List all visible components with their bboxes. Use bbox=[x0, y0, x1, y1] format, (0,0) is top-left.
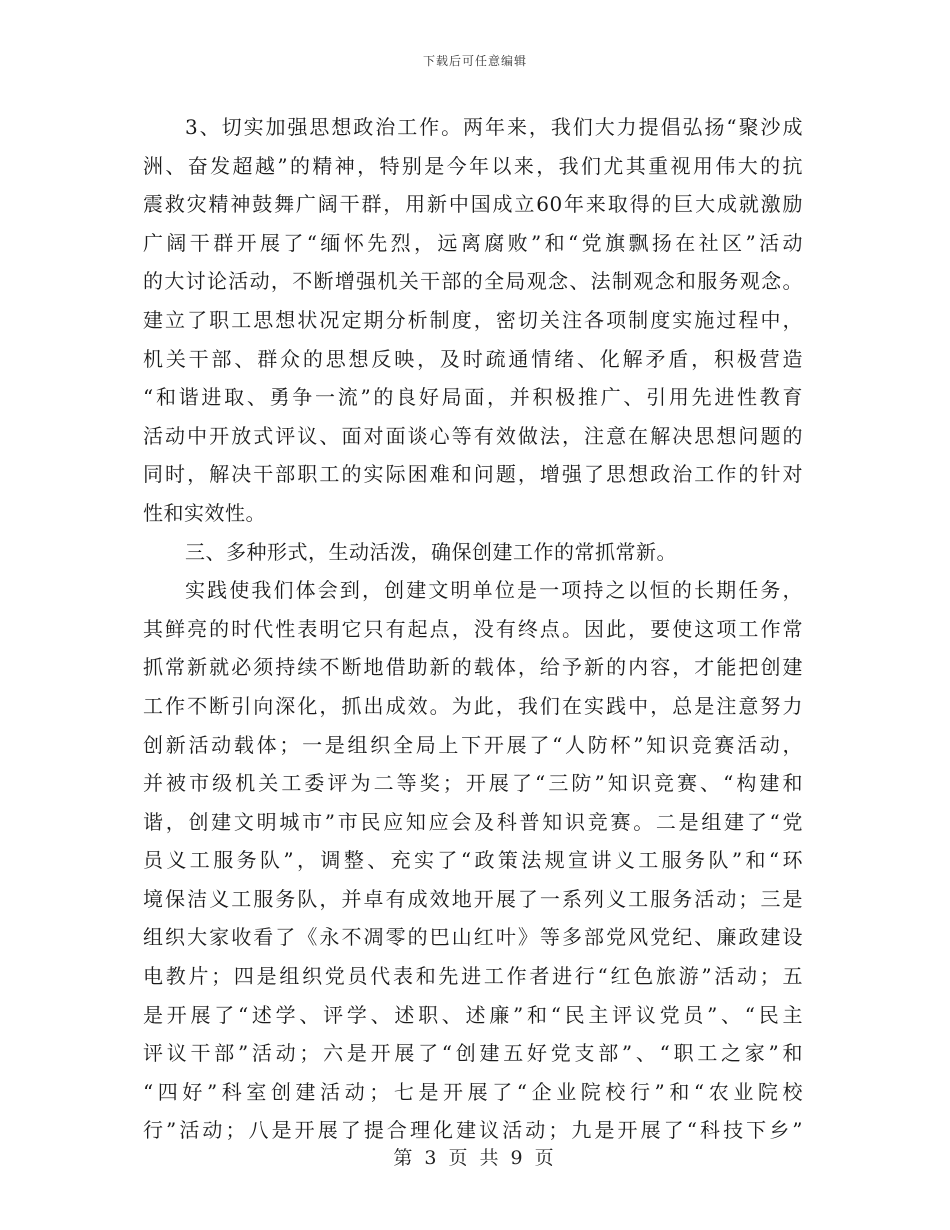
text-line: 员义工服务队”，调整、充实了“政策法规宣讲义工服务队”和“环 bbox=[143, 848, 803, 873]
text-line: 同时，解决干部职工的实际困难和问题，增强了思想政治工作的针对 bbox=[143, 462, 803, 487]
page-footer: 第 3 页 共 9 页 bbox=[393, 1147, 557, 1169]
text-line: 是开展了“述学、评学、述职、述廉”和“民主评议党员”、“民主 bbox=[143, 1002, 803, 1027]
body-text bbox=[143, 108, 803, 1150]
text-line: 工作不断引向深化，抓出成效。为此，我们在实践中，总是注意努力 bbox=[143, 693, 803, 718]
text-line: 广阔干群开展了“缅怀先烈，远离腐败”和“党旗飘扬在社区”活动 bbox=[143, 230, 803, 255]
text-line: 的大讨论活动，不断增强机关干部的全局观念、法制观念和服务观念。 bbox=[143, 269, 803, 294]
text-line: 电教片；四是组织党员代表和先进工作者进行“红色旅游”活动；五 bbox=[143, 964, 803, 989]
text-line: 实践使我们体会到，创建文明单位是一项持之以恒的长期任务， bbox=[185, 578, 803, 603]
text-line: 并被市级机关工委评为二等奖；开展了“三防”知识竞赛、“构建和 bbox=[143, 771, 803, 796]
text-line: 洲、奋发超越”的精神，特别是今年以来，我们尤其重视用伟大的抗 bbox=[143, 153, 803, 178]
text-line: 性和实效性。 bbox=[143, 500, 266, 525]
text-line: 创新活动载体；一是组织全局上下开展了“人防杯”知识竞赛活动， bbox=[143, 732, 803, 757]
text-line: 活动中开放式评议、面对面谈心等有效做法，注意在解决思想问题的 bbox=[143, 423, 803, 448]
text-line: 组织大家收看了《永不凋零的巴山红叶》等多部党风党纪、廉政建设 bbox=[143, 925, 803, 950]
text-line: “四好”科室创建活动；七是开展了“企业院校行”和“农业院校 bbox=[143, 1079, 803, 1104]
text-line: 谐，创建文明城市”市民应知应会及科普知识竞赛。二是组建了“党 bbox=[143, 809, 803, 834]
text-line: 其鲜亮的时代性表明它只有起点，没有终点。因此，要使这项工作常 bbox=[143, 616, 803, 641]
text-line: 境保洁义工服务队，并卓有成效地开展了一系列义工服务活动；三是 bbox=[143, 886, 803, 911]
text-line: 震救灾精神鼓舞广阔干群，用新中国成立60年来取得的巨大成就激励 bbox=[143, 192, 803, 217]
text-line: 3、切实加强思想政治工作。两年来，我们大力提倡弘扬“聚沙成 bbox=[185, 115, 803, 139]
text-line: 机关干部、群众的思想反映，及时疏通情绪、化解矛盾，积极营造 bbox=[143, 346, 803, 371]
text-line: “和谐进取、勇争一流”的良好局面，并积极推广、引用先进性教育 bbox=[143, 385, 803, 410]
text-line: 行”活动；八是开展了提合理化建议活动；九是开展了“科技下乡” bbox=[143, 1118, 803, 1143]
page-header: 下载后可任意编辑 bbox=[422, 54, 527, 68]
text-line: 评议干部”活动；六是开展了“创建五好党支部”、“职工之家”和 bbox=[143, 1041, 803, 1066]
text-line: 建立了职工思想状况定期分析制度，密切关注各项制度实施过程中， bbox=[143, 307, 803, 332]
text-line: 三、多种形式，生动活泼，确保创建工作的常抓常新。 bbox=[185, 539, 677, 564]
text-line: 抓常新就必须持续不断地借助新的载体，给予新的内容，才能把创建 bbox=[143, 655, 803, 680]
